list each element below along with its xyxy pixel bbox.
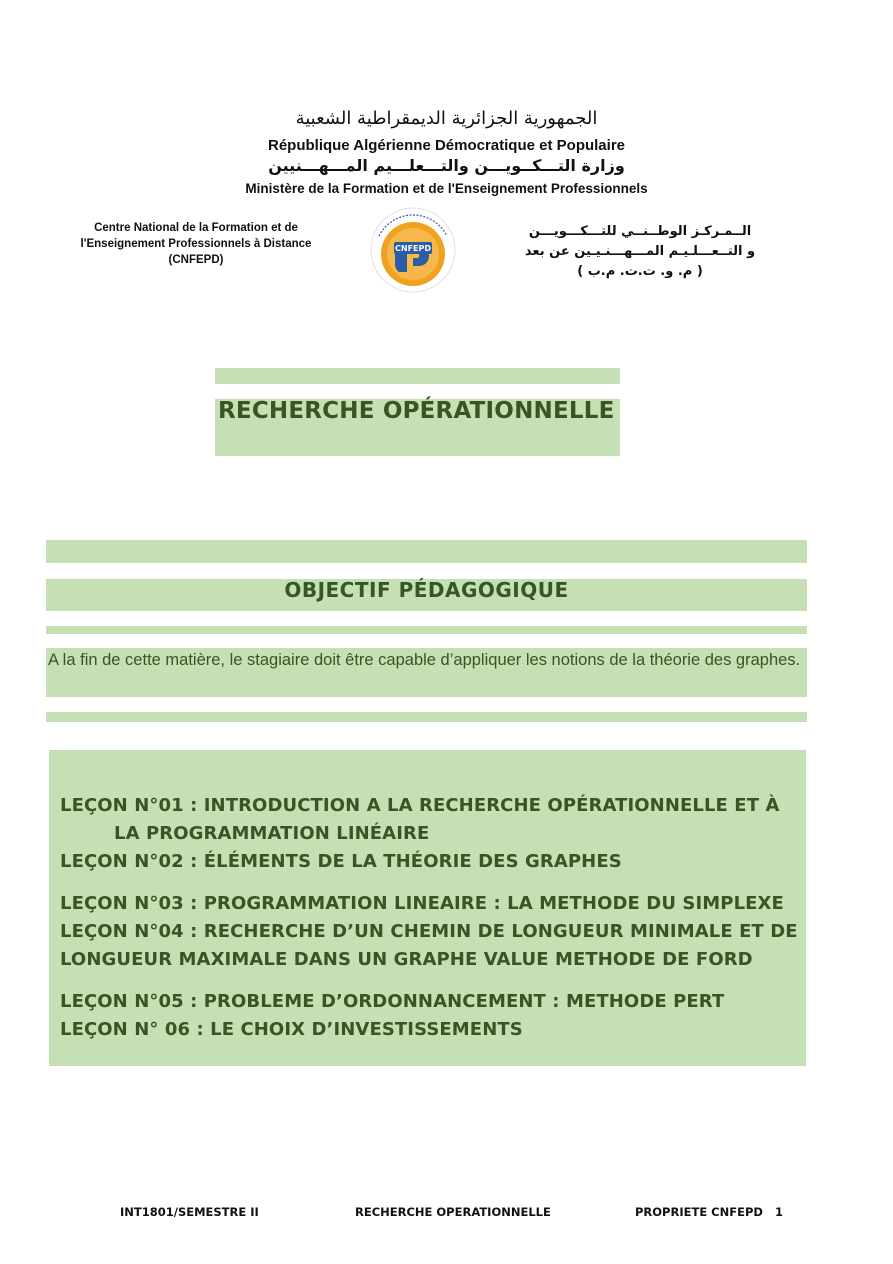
objective-band-divider <box>46 626 807 634</box>
footer-page-number: 1 <box>775 1205 784 1219</box>
lessons-list <box>60 792 800 1044</box>
french-ministry-heading: Ministère de la Formation et de l'Enseignement Professionnels <box>245 181 648 196</box>
centre-name-french <box>70 220 322 268</box>
lesson-03: LEÇON N°03 : PROGRAMMATION LINEAIRE : LA METHODE DU SIMPLEXE <box>60 893 784 914</box>
cnfepd-logo <box>367 206 459 294</box>
french-republic-heading: République Algérienne Démocratique et Populaire <box>267 137 625 154</box>
arabic-ministry-heading: وزارة التـــكــويـــن والتـــعلـــيم المـــهـــنيين <box>268 156 625 175</box>
lesson-04-line-2: LONGUEUR MAXIMALE DANS UN GRAPHE VALUE METHODE DE FORD <box>60 949 753 970</box>
title-band-top <box>215 368 620 384</box>
footer-course-code: INT1801/SEMESTRE II <box>120 1205 259 1219</box>
logo-text: CNFEPD <box>395 244 431 253</box>
objective-band-bottom <box>46 712 807 722</box>
centre-ar-line-1: الــمـركـز الوطــنــي للتـــكـــويـــن <box>528 224 752 239</box>
lesson-05: LEÇON N°05 : PROBLEME D’ORDONNANCEMENT : METHODE PERT <box>60 991 725 1012</box>
centre-ar-line-2: و التــعـــلـيـم المـــهـــنـيـين عن بعد <box>524 244 756 259</box>
lesson-02: LEÇON N°02 : ÉLÉMENTS DE LA THÉORIE DES GRAPHES <box>60 851 622 872</box>
document-title: RECHERCHE OPÉRATIONNELLE <box>218 398 615 424</box>
lesson-06: LEÇON N° 06 : LE CHOIX D’INVESTISSEMENTS <box>60 1019 523 1040</box>
lesson-01-line-1: LEÇON N°01 : INTRODUCTION A LA RECHERCHE OPÉRATIONNELLE ET À <box>60 795 780 816</box>
lesson-04-line-1: LEÇON N°04 : RECHERCHE D’UN CHEMIN DE LONGUEUR MINIMALE ET DE <box>60 921 798 942</box>
objective-band-top <box>46 540 807 563</box>
centre-fr-line-2: l'Enseignement Professionnels à Distance <box>80 238 312 250</box>
centre-name-arabic <box>520 222 760 282</box>
objective-heading: OBJECTIF PÉDAGOGIQUE <box>284 578 569 602</box>
centre-fr-line-1: Centre National de la Formation et de <box>94 222 298 234</box>
footer-subject: RECHERCHE OPERATIONNELLE <box>355 1205 551 1219</box>
footer-owner: PROPRIETE CNFEPD <box>635 1205 763 1219</box>
arabic-republic-heading: الجمهورية الجزائرية الديمقراطية الشعبية <box>295 108 598 129</box>
lesson-01-line-2: LA PROGRAMMATION LINÉAIRE <box>114 823 430 844</box>
centre-ar-line-3: ( م. و. ت.ت. م.ب ) <box>577 264 703 279</box>
objective-text: A la fin de cette matière, le stagiaire doit être capable d’appliquer les notions de la théorie des graphes. <box>48 651 801 669</box>
centre-fr-line-3: (CNFEPD) <box>168 254 224 266</box>
